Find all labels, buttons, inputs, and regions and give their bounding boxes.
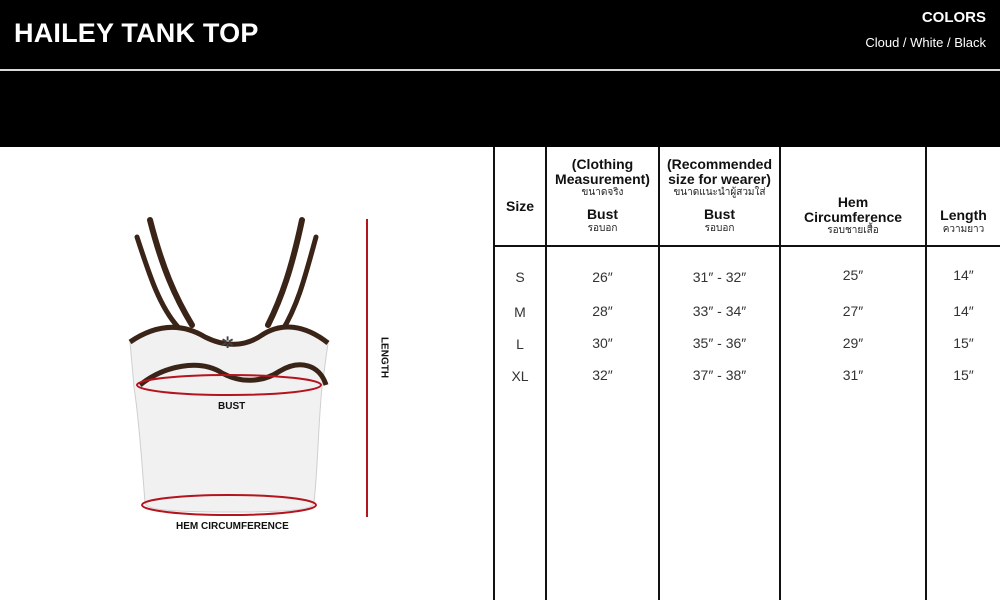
left-strap-outer [150,220,192,325]
header-clothing-bust: Bust [586,205,619,222]
header-clothing-title: (Clothing Measurement) [555,156,650,187]
cell-length: 15″ [953,335,974,351]
cell-hem: 31″ [842,367,864,383]
cell-length: 15″ [953,367,974,383]
cell-bust: 32″ [592,367,613,383]
cell-hem: 27″ [842,303,864,319]
size-chart-table [493,147,1000,600]
hem-label: HEM CIRCUMFERENCE [176,521,289,532]
garment-diagram [0,147,493,600]
header-row-divider [493,245,1000,247]
cell-hem: 29″ [842,335,864,351]
header-rec-thai: ขนาดแนะนำผู้สวมใส่ [673,187,766,199]
cell-hem: 25″ [842,267,864,283]
cell-size: L [516,336,524,352]
header-bar [0,0,1000,147]
header-hem-label: Hem Circumference [803,194,903,225]
header-length-label: Length [940,207,987,223]
cell-bust: 30″ [592,335,613,351]
right-strap-outer [268,220,302,325]
header-divider [0,69,1000,71]
cell-bust: 26″ [592,269,613,285]
tank-top-illustration [0,147,493,600]
header-length [927,208,1000,235]
header-size-label: Size [505,198,534,214]
header-clothing-measurement [547,157,658,234]
header-recommended-size [660,157,779,234]
header-rec-bust: Bust [703,205,736,222]
colors-value: Cloud / White / Black [865,35,986,50]
colors-label: COLORS [921,9,986,26]
length-label: LENGTH [378,336,390,379]
tank-body [130,327,328,512]
bust-label: BUST [218,401,246,412]
cell-recommended: 37″ - 38″ [692,367,747,383]
cell-recommended: 35″ - 36″ [692,335,747,351]
cell-size: S [515,269,525,285]
logo-icon: ✲ [221,333,235,352]
cell-length: 14″ [953,303,974,319]
header-clothing-bust-thai: รอบอก [587,222,618,234]
product-title: HAILEY TANK TOP [14,18,259,48]
header-rec-bust-thai: รอบอก [704,222,735,234]
cell-recommended: 33″ - 34″ [692,303,747,319]
header-hem [791,195,915,237]
header-rec-title: (Recommended size for wearer) [666,156,773,187]
header-clothing-thai: ขนาดจริง [581,187,624,199]
header-hem-thai: รอบชายเสื้อ [827,225,879,237]
cell-size: XL [511,368,529,384]
cell-size: M [514,304,526,320]
cell-bust: 28″ [592,303,613,319]
header-length-thai: ความยาว [942,223,985,235]
header-size [495,199,545,214]
cell-recommended: 31″ - 32″ [692,269,747,285]
cell-length: 14″ [953,267,974,283]
